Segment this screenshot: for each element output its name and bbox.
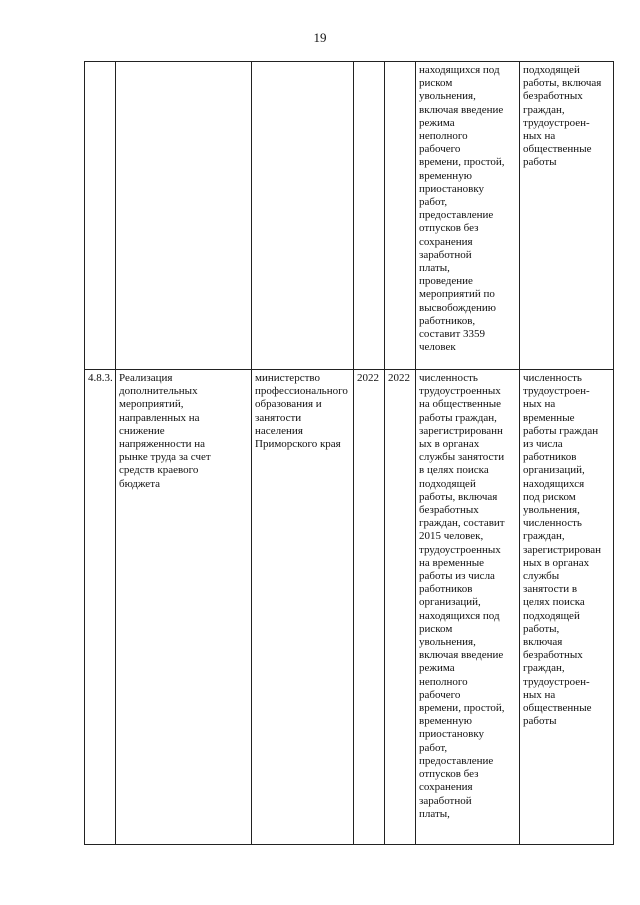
cell-event — [116, 62, 252, 370]
measures-table — [84, 61, 614, 845]
cell-result: численность трудоустроен- ных на временные работы граждан из числа работников организаций, находящихся под риском увольнения, численность граждан, зарегистрирован ных в органах службы занятости в целях поиска подходящей работы, включая безработных граждан, трудоустроен- ных на общественные работы — [520, 370, 614, 845]
cell-number: 4.8.3. — [85, 370, 116, 845]
cell-event: Реализация дополнительных мероприятий, направленных на снижение напряженности на рынке труда за счет средств краевого бюджета — [116, 370, 252, 845]
table-row-4-8-3 — [85, 370, 614, 845]
cell-year-start — [354, 62, 385, 370]
cell-year-start: 2022 — [354, 370, 385, 845]
cell-executor: министерство профессионального образования и занятости населения Приморского края — [252, 370, 354, 845]
cell-year-end: 2022 — [385, 370, 416, 845]
cell-indicator: численность трудоустроенных на общественные работы граждан, зарегистрированн ых в органах службы занятости в целях поиска подходящей работы, включая безработных граждан, составит 2015 человек, трудоустроенных на временные работы из числа работников организаций, находящихся под риском увольнения, включая введение режима неполного рабочего времени, простой, временную приостановку работ, предоставление отпусков без сохранения заработной платы, — [416, 370, 520, 845]
table-row-continuation — [85, 62, 614, 370]
cell-executor — [252, 62, 354, 370]
cell-number — [85, 62, 116, 370]
cell-indicator: находящихся под риском увольнения, включая введение режима неполного рабочего времени, простой, временную приостановку работ, предоставление отпусков без сохранения заработной платы, проведение мероприятий по высвобождению работников, составит 3359 человек — [416, 62, 520, 370]
cell-year-end — [385, 62, 416, 370]
page-number: 19 — [313, 30, 327, 45]
cell-result: подходящей работы, включая безработных граждан, трудоустроен- ных на общественные работы — [520, 62, 614, 370]
